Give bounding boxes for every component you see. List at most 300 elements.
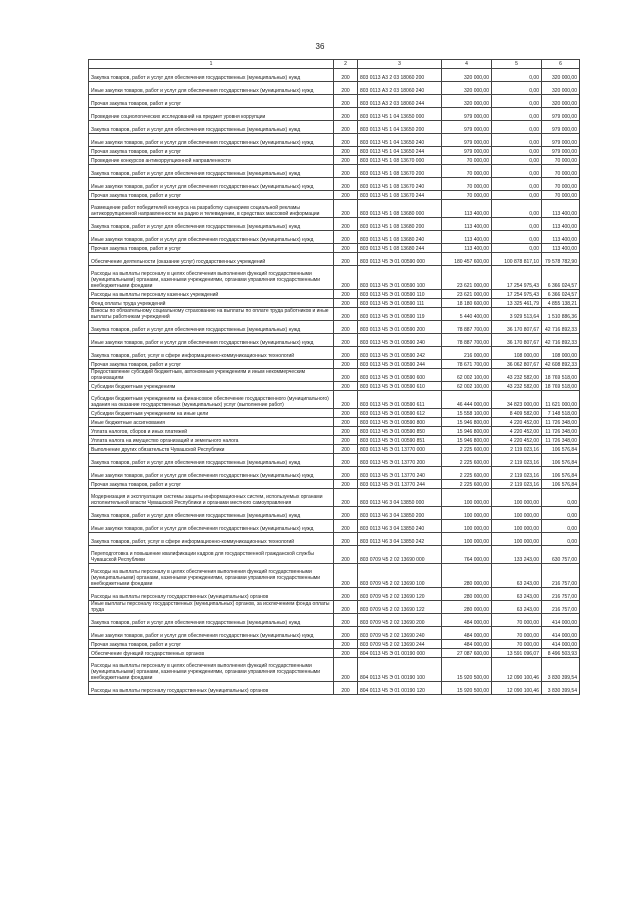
row-name-cell: Расходы на выплаты персоналу казенных учреждений — [89, 290, 334, 299]
row-remaining-cell: 0,00 — [542, 520, 580, 533]
row-line-code-cell: 200 — [334, 409, 358, 418]
row-remaining-cell: 3 830 399,54 — [542, 682, 580, 695]
table-row — [89, 418, 580, 427]
row-approved-cell: 78 887 700,00 — [442, 334, 492, 347]
row-name-cell: Субсидии бюджетным учреждениям на иные цели — [89, 409, 334, 418]
row-executed-cell: 0,00 — [492, 134, 542, 147]
row-line-code-cell: 200 — [334, 134, 358, 147]
table-row — [89, 200, 580, 218]
table-row — [89, 467, 580, 480]
row-remaining-cell: 11 726 348,00 — [542, 436, 580, 445]
row-classification-code-cell: 803 0113 Ч5 Э 01 00590 800 — [358, 418, 442, 427]
row-line-code-cell: 200 — [334, 308, 358, 321]
table-row — [89, 299, 580, 308]
row-classification-code-cell: 803 0113 Ч6 3 04 13850 242 — [358, 533, 442, 546]
row-classification-code-cell: 803 0113 Ч5 1 08 13670 240 — [358, 178, 442, 191]
row-executed-cell: 0,00 — [492, 178, 542, 191]
row-remaining-cell: 106 576,84 — [542, 454, 580, 467]
page-number: 36 — [315, 42, 325, 51]
row-name-cell: Прочая закупка товаров, работ и услуг — [89, 95, 334, 108]
row-line-code-cell: 200 — [334, 69, 358, 82]
table-row — [89, 147, 580, 156]
row-executed-cell: 13 325 461,79 — [492, 299, 542, 308]
row-classification-code-cell: 803 0113 А3 2 03 18060 244 — [358, 95, 442, 108]
row-approved-cell: 70 000,00 — [442, 178, 492, 191]
row-name-cell: Закупка товаров, работ и услуг для обеспечения государственных (муниципальных) нужд — [89, 69, 334, 82]
row-remaining-cell: 7 148 518,00 — [542, 409, 580, 418]
row-remaining-cell: 0,00 — [542, 533, 580, 546]
row-line-code-cell: 200 — [334, 299, 358, 308]
row-line-code-cell: 200 — [334, 454, 358, 467]
row-executed-cell: 70 000,00 — [492, 640, 542, 649]
row-approved-cell: 5 440 400,00 — [442, 308, 492, 321]
row-classification-code-cell: 803 0113 Ч5 Э 01 00590 242 — [358, 347, 442, 360]
row-classification-code-cell: 803 0113 Ч5 1 08 13680 200 — [358, 218, 442, 231]
table-row — [89, 121, 580, 134]
table-row — [89, 627, 580, 640]
row-remaining-cell: 216 757,00 — [542, 588, 580, 601]
table-row — [89, 165, 580, 178]
row-line-code-cell: 200 — [334, 682, 358, 695]
row-line-code-cell: 200 — [334, 165, 358, 178]
row-name-cell: Расходы на выплаты персоналу в целях обеспечения выполнения функций государственными (муниципальными) органами, казенными учреждениями, органами управления государственными внебюджетными фондами — [89, 564, 334, 588]
row-classification-code-cell: 803 0113 Ч5 Э 01 00590 111 — [358, 299, 442, 308]
row-executed-cell: 36 062 807,67 — [492, 360, 542, 369]
row-executed-cell: 2 119 023,16 — [492, 480, 542, 489]
row-line-code-cell: 200 — [334, 290, 358, 299]
table-row — [89, 445, 580, 454]
row-line-code-cell: 200 — [334, 266, 358, 290]
row-name-cell: Закупка товаров, работ и услуг для обеспечения государственных (муниципальных) нужд — [89, 454, 334, 467]
row-name-cell: Расходы на выплаты персоналу государственных (муниципальных) органов — [89, 588, 334, 601]
row-line-code-cell: 200 — [334, 382, 358, 391]
row-line-code-cell: 200 — [334, 627, 358, 640]
row-classification-code-cell: 804 0113 Ч5 Э 01 00190 120 — [358, 682, 442, 695]
row-approved-cell: 113 400,00 — [442, 218, 492, 231]
table-row — [89, 454, 580, 467]
row-executed-cell: 100 000,00 — [492, 489, 542, 507]
column-header: 5 — [492, 60, 542, 69]
row-line-code-cell: 200 — [334, 156, 358, 165]
row-line-code-cell: 200 — [334, 178, 358, 191]
row-classification-code-cell: 803 0113 Ч6 3 04 13850 000 — [358, 489, 442, 507]
table-row — [89, 614, 580, 627]
row-approved-cell: 100 000,00 — [442, 533, 492, 546]
row-classification-code-cell: 803 0113 Ч5 1 08 13670 000 — [358, 156, 442, 165]
row-remaining-cell: 320 000,00 — [542, 82, 580, 95]
row-remaining-cell: 70 000,00 — [542, 178, 580, 191]
table-row — [89, 507, 580, 520]
row-approved-cell: 2 225 600,00 — [442, 467, 492, 480]
row-remaining-cell: 414 000,00 — [542, 640, 580, 649]
row-approved-cell: 484 000,00 — [442, 640, 492, 649]
row-name-cell: Закупка товаров, работ и услуг для обеспечения государственных (муниципальных) нужд — [89, 121, 334, 134]
row-classification-code-cell: 803 0113 Ч5 Э 01 00590 200 — [358, 321, 442, 334]
table-row — [89, 409, 580, 418]
row-approved-cell: 62 002 100,00 — [442, 369, 492, 382]
table-row — [89, 82, 580, 95]
row-remaining-cell: 216 757,00 — [542, 601, 580, 614]
row-executed-cell: 0,00 — [492, 95, 542, 108]
row-name-cell: Иные бюджетные ассигнования — [89, 418, 334, 427]
row-executed-cell: 2 119 023,16 — [492, 445, 542, 454]
row-remaining-cell: 11 726 348,00 — [542, 427, 580, 436]
budget-table — [88, 59, 580, 695]
row-remaining-cell: 6 366 024,57 — [542, 290, 580, 299]
table-row — [89, 489, 580, 507]
table-row — [89, 382, 580, 391]
row-executed-cell: 36 170 807,67 — [492, 321, 542, 334]
row-classification-code-cell: 803 0709 Ч5 2 02 13690 244 — [358, 640, 442, 649]
row-approved-cell: 100 000,00 — [442, 489, 492, 507]
row-line-code-cell: 200 — [334, 533, 358, 546]
row-line-code-cell: 200 — [334, 640, 358, 649]
row-line-code-cell: 200 — [334, 95, 358, 108]
row-approved-cell: 15 920 500,00 — [442, 658, 492, 682]
row-approved-cell: 100 000,00 — [442, 507, 492, 520]
row-executed-cell: 133 243,00 — [492, 546, 542, 564]
row-line-code-cell: 200 — [334, 614, 358, 627]
row-executed-cell: 17 254 975,43 — [492, 290, 542, 299]
row-classification-code-cell: 803 0113 Ч5 Э 01 00590 610 — [358, 382, 442, 391]
row-classification-code-cell: 803 0113 Ч5 Э 01 13770 240 — [358, 467, 442, 480]
row-approved-cell: 979 000,00 — [442, 134, 492, 147]
row-line-code-cell: 200 — [334, 564, 358, 588]
table-row — [89, 533, 580, 546]
row-remaining-cell: 70 000,00 — [542, 191, 580, 200]
row-approved-cell: 113 400,00 — [442, 231, 492, 244]
row-approved-cell: 70 000,00 — [442, 156, 492, 165]
row-line-code-cell: 200 — [334, 244, 358, 253]
row-name-cell: Прочая закупка товаров, работ и услуг — [89, 480, 334, 489]
row-remaining-cell: 320 000,00 — [542, 69, 580, 82]
row-remaining-cell: 11 621 000,00 — [542, 391, 580, 409]
row-remaining-cell: 6 366 024,57 — [542, 266, 580, 290]
row-name-cell: Уплата налога на имущество организаций и земельного налога — [89, 436, 334, 445]
row-executed-cell: 12 090 100,46 — [492, 658, 542, 682]
row-executed-cell: 43 232 582,00 — [492, 369, 542, 382]
table-row — [89, 95, 580, 108]
row-classification-code-cell: 803 0113 Ч5 1 08 13680 240 — [358, 231, 442, 244]
row-remaining-cell: 979 000,00 — [542, 134, 580, 147]
row-classification-code-cell: 803 0113 Ч5 Э 01 13770 244 — [358, 480, 442, 489]
row-executed-cell: 100 000,00 — [492, 533, 542, 546]
table-row — [89, 290, 580, 299]
row-line-code-cell: 200 — [334, 253, 358, 266]
row-remaining-cell: 216 757,00 — [542, 564, 580, 588]
row-name-cell: Субсидии бюджетным учреждениям — [89, 382, 334, 391]
row-executed-cell: 2 119 023,16 — [492, 454, 542, 467]
row-executed-cell: 36 170 807,67 — [492, 334, 542, 347]
row-name-cell: Проведение конкурсов антикоррупционной направленности — [89, 156, 334, 165]
row-name-cell: Закупка товаров, работ и услуг для обеспечения государственных (муниципальных) нужд — [89, 614, 334, 627]
row-executed-cell: 0,00 — [492, 231, 542, 244]
row-executed-cell: 0,00 — [492, 244, 542, 253]
row-classification-code-cell: 803 0113 Ч5 Э 01 00590 611 — [358, 391, 442, 409]
row-executed-cell: 0,00 — [492, 218, 542, 231]
row-name-cell: Модернизация и эксплуатация системы защиты информационных систем, используемых органами исполнительной власти Чувашской Республики и органами местного самоуправления — [89, 489, 334, 507]
row-remaining-cell: 18 769 518,00 — [542, 382, 580, 391]
row-approved-cell: 484 000,00 — [442, 627, 492, 640]
row-remaining-cell: 0,00 — [542, 507, 580, 520]
table-row — [89, 108, 580, 121]
row-classification-code-cell: 804 0113 Ч5 Э 01 00190 000 — [358, 649, 442, 658]
row-classification-code-cell: 803 0113 Ч5 1 08 13680 244 — [358, 244, 442, 253]
row-line-code-cell: 200 — [334, 121, 358, 134]
row-line-code-cell: 200 — [334, 334, 358, 347]
row-executed-cell: 4 220 452,00 — [492, 418, 542, 427]
row-remaining-cell: 0,00 — [542, 489, 580, 507]
row-name-cell: Расходы на выплаты персоналу в целях обеспечения выполнения функций государственными (муниципальными) органами, казенными учреждениями, органами управления государственными внебюджетными фондами — [89, 266, 334, 290]
table-row — [89, 191, 580, 200]
row-classification-code-cell: 803 0113 Ч5 1 04 13650 200 — [358, 121, 442, 134]
row-classification-code-cell: 803 0113 Ч5 1 08 13670 244 — [358, 191, 442, 200]
row-classification-code-cell: 803 0113 Ч5 Э 01 00590 240 — [358, 334, 442, 347]
row-line-code-cell: 200 — [334, 427, 358, 436]
row-classification-code-cell: 804 0113 Ч5 Э 01 00190 100 — [358, 658, 442, 682]
row-classification-code-cell: 803 0113 Ч5 Э 01 00590 600 — [358, 369, 442, 382]
row-approved-cell: 2 225 600,00 — [442, 480, 492, 489]
row-line-code-cell: 200 — [334, 418, 358, 427]
row-remaining-cell: 11 726 348,00 — [542, 418, 580, 427]
row-classification-code-cell: 803 0113 А3 2 03 18060 200 — [358, 69, 442, 82]
row-name-cell: Фонд оплаты труда учреждений — [89, 299, 334, 308]
row-remaining-cell: 79 578 782,90 — [542, 253, 580, 266]
row-classification-code-cell: 803 0113 Ч5 Э 01 00590 851 — [358, 436, 442, 445]
row-approved-cell: 62 002 100,00 — [442, 382, 492, 391]
row-executed-cell: 17 254 975,43 — [492, 266, 542, 290]
row-name-cell: Закупка товаров, работ и услуг для обеспечения государственных (муниципальных) нужд — [89, 321, 334, 334]
row-name-cell: Закупка товаров, работ и услуг для обеспечения государственных (муниципальных) нужд — [89, 218, 334, 231]
row-name-cell: Обеспечение функций государственных органов — [89, 649, 334, 658]
row-line-code-cell: 200 — [334, 601, 358, 614]
row-remaining-cell: 113 400,00 — [542, 244, 580, 253]
row-executed-cell: 2 119 023,16 — [492, 467, 542, 480]
row-executed-cell: 0,00 — [492, 69, 542, 82]
row-name-cell: Субсидии бюджетным учреждениям на финансовое обеспечение государственного (муниципального) задания на оказание государственных (муниципальных) услуг (выполнение работ) — [89, 391, 334, 409]
row-remaining-cell: 70 000,00 — [542, 156, 580, 165]
table-row — [89, 69, 580, 82]
row-line-code-cell: 200 — [334, 218, 358, 231]
row-approved-cell: 15 946 800,00 — [442, 427, 492, 436]
row-approved-cell: 280 000,00 — [442, 564, 492, 588]
row-remaining-cell: 108 000,00 — [542, 347, 580, 360]
row-approved-cell: 2 225 600,00 — [442, 445, 492, 454]
row-classification-code-cell: 803 0113 Ч5 Э 01 00590 850 — [358, 427, 442, 436]
table-row — [89, 649, 580, 658]
row-classification-code-cell: 803 0113 Ч5 Э 01 13770 200 — [358, 454, 442, 467]
row-line-code-cell: 200 — [334, 391, 358, 409]
row-line-code-cell: 200 — [334, 507, 358, 520]
row-remaining-cell: 8 496 503,93 — [542, 649, 580, 658]
row-approved-cell: 27 087 600,00 — [442, 649, 492, 658]
row-name-cell: Иные закупки товаров, работ и услуг для обеспечения государственных (муниципальных) нужд — [89, 231, 334, 244]
table-row — [89, 601, 580, 614]
row-approved-cell: 979 000,00 — [442, 147, 492, 156]
row-remaining-cell: 414 000,00 — [542, 627, 580, 640]
row-executed-cell: 63 243,00 — [492, 564, 542, 588]
row-approved-cell: 15 946 800,00 — [442, 418, 492, 427]
row-executed-cell: 4 220 452,00 — [492, 427, 542, 436]
table-row — [89, 564, 580, 588]
table-row — [89, 427, 580, 436]
row-executed-cell: 4 220 452,00 — [492, 436, 542, 445]
row-approved-cell: 15 946 800,00 — [442, 436, 492, 445]
row-approved-cell: 15 920 500,00 — [442, 682, 492, 695]
row-approved-cell: 216 000,00 — [442, 347, 492, 360]
row-name-cell: Прочая закупка товаров, работ и услуг — [89, 147, 334, 156]
row-name-cell: Расходы на выплаты персоналу в целях обеспечения выполнения функций государственными (муниципальными) органами, казенными учреждениями, органами управления государственными внебюджетными фондами — [89, 658, 334, 682]
row-name-cell: Иные закупки товаров, работ и услуг для обеспечения государственных (муниципальных) нужд — [89, 467, 334, 480]
row-approved-cell: 280 000,00 — [442, 588, 492, 601]
row-executed-cell: 100 000,00 — [492, 507, 542, 520]
row-executed-cell: 3 929 513,64 — [492, 308, 542, 321]
table-row — [89, 253, 580, 266]
row-approved-cell: 979 000,00 — [442, 121, 492, 134]
row-executed-cell: 13 591 096,07 — [492, 649, 542, 658]
row-approved-cell: 15 558 100,00 — [442, 409, 492, 418]
row-name-cell: Прочая закупка товаров, работ и услуг — [89, 244, 334, 253]
row-remaining-cell: 42 608 892,33 — [542, 360, 580, 369]
row-line-code-cell: 200 — [334, 200, 358, 218]
row-name-cell: Закупка товаров, работ, услуг в сфере информационно-коммуникационных технологий — [89, 533, 334, 546]
row-remaining-cell: 106 576,84 — [542, 480, 580, 489]
row-executed-cell: 0,00 — [492, 108, 542, 121]
row-line-code-cell: 200 — [334, 489, 358, 507]
row-name-cell: Иные выплаты персоналу государственных (муниципальных) органов, за исключением фонда оплаты труда — [89, 601, 334, 614]
row-classification-code-cell: 803 0709 Ч5 2 02 13690 240 — [358, 627, 442, 640]
row-name-cell: Прочая закупка товаров, работ и услуг — [89, 640, 334, 649]
row-remaining-cell: 106 576,84 — [542, 467, 580, 480]
table-row — [89, 369, 580, 382]
row-executed-cell: 100 878 817,10 — [492, 253, 542, 266]
row-remaining-cell: 979 000,00 — [542, 121, 580, 134]
row-executed-cell: 63 243,00 — [492, 601, 542, 614]
row-remaining-cell: 320 000,00 — [542, 95, 580, 108]
row-name-cell: Иные закупки товаров, работ и услуг для обеспечения государственных (муниципальных) нужд — [89, 334, 334, 347]
table-row — [89, 321, 580, 334]
row-line-code-cell: 200 — [334, 445, 358, 454]
row-classification-code-cell: 803 0709 Ч5 2 02 13690 122 — [358, 601, 442, 614]
row-approved-cell: 70 000,00 — [442, 191, 492, 200]
row-line-code-cell: 200 — [334, 347, 358, 360]
row-classification-code-cell: 803 0113 Ч5 Э 01 00590 000 — [358, 253, 442, 266]
row-name-cell: Прочая закупка товаров, работ и услуг — [89, 360, 334, 369]
row-name-cell: Иные закупки товаров, работ и услуг для обеспечения государственных (муниципальных) нужд — [89, 134, 334, 147]
row-remaining-cell: 18 769 518,00 — [542, 369, 580, 382]
row-classification-code-cell: 803 0709 Ч5 2 02 13690 100 — [358, 564, 442, 588]
column-header: 3 — [358, 60, 442, 69]
row-line-code-cell: 200 — [334, 321, 358, 334]
row-line-code-cell: 200 — [334, 231, 358, 244]
table-row — [89, 436, 580, 445]
row-remaining-cell: 42 716 892,33 — [542, 334, 580, 347]
table-row — [89, 640, 580, 649]
row-line-code-cell: 200 — [334, 658, 358, 682]
row-classification-code-cell: 803 0113 Ч5 Э 01 13770 000 — [358, 445, 442, 454]
row-line-code-cell: 200 — [334, 546, 358, 564]
column-header: 6 — [542, 60, 580, 69]
row-classification-code-cell: 803 0113 Ч6 3 04 13850 200 — [358, 507, 442, 520]
row-remaining-cell: 979 000,00 — [542, 147, 580, 156]
row-name-cell: Проведение социологических исследований на предмет уровня коррупции — [89, 108, 334, 121]
table-row — [89, 360, 580, 369]
row-name-cell: Прочая закупка товаров, работ и услуг — [89, 191, 334, 200]
table-row — [89, 520, 580, 533]
row-executed-cell: 108 000,00 — [492, 347, 542, 360]
row-approved-cell: 320 000,00 — [442, 82, 492, 95]
row-remaining-cell: 4 855 138,21 — [542, 299, 580, 308]
row-line-code-cell: 200 — [334, 436, 358, 445]
row-classification-code-cell: 803 0113 Ч5 1 04 13650 244 — [358, 147, 442, 156]
row-line-code-cell: 200 — [334, 108, 358, 121]
row-classification-code-cell: 803 0113 А3 2 03 18060 240 — [358, 82, 442, 95]
row-line-code-cell: 200 — [334, 82, 358, 95]
row-approved-cell: 23 621 000,00 — [442, 290, 492, 299]
row-remaining-cell: 42 716 892,33 — [542, 321, 580, 334]
row-classification-code-cell: 803 0113 Ч5 Э 01 00590 100 — [358, 266, 442, 290]
column-header: 1 — [89, 60, 334, 69]
row-remaining-cell: 1 510 886,36 — [542, 308, 580, 321]
row-executed-cell: 0,00 — [492, 121, 542, 134]
table-row — [89, 391, 580, 409]
row-line-code-cell: 200 — [334, 467, 358, 480]
row-approved-cell: 18 180 600,00 — [442, 299, 492, 308]
table-row — [89, 334, 580, 347]
row-approved-cell: 280 000,00 — [442, 601, 492, 614]
row-remaining-cell: 414 000,00 — [542, 614, 580, 627]
row-remaining-cell: 113 400,00 — [542, 218, 580, 231]
row-classification-code-cell: 803 0113 Ч5 Э 01 00590 244 — [358, 360, 442, 369]
row-classification-code-cell: 803 0709 Ч5 2 02 13690 200 — [358, 614, 442, 627]
row-executed-cell: 34 823 000,00 — [492, 391, 542, 409]
table-row — [89, 347, 580, 360]
row-executed-cell: 0,00 — [492, 165, 542, 178]
row-executed-cell: 70 000,00 — [492, 614, 542, 627]
row-classification-code-cell: 803 0113 Ч5 Э 01 00590 110 — [358, 290, 442, 299]
row-name-cell: Иные закупки товаров, работ и услуг для обеспечения государственных (муниципальных) нужд — [89, 178, 334, 191]
row-name-cell: Переподготовка и повышение квалификации кадров для государственной гражданской службы Чувашской Республики — [89, 546, 334, 564]
row-line-code-cell: 200 — [334, 649, 358, 658]
row-name-cell: Размещение работ победителей конкурса на разработку сценариев социальной рекламы антикоррупционной направленности на радио и телевидении, в средствах массовой информации — [89, 200, 334, 218]
row-executed-cell: 0,00 — [492, 200, 542, 218]
column-header: 4 — [442, 60, 492, 69]
row-line-code-cell: 200 — [334, 191, 358, 200]
table-row — [89, 588, 580, 601]
table-row — [89, 546, 580, 564]
row-name-cell: Закупка товаров, работ и услуг для обеспечения государственных (муниципальных) нужд — [89, 165, 334, 178]
row-classification-code-cell: 803 0113 Ч5 1 04 13650 240 — [358, 134, 442, 147]
table-row — [89, 266, 580, 290]
row-remaining-cell: 70 000,00 — [542, 165, 580, 178]
row-classification-code-cell: 803 0113 Ч6 3 04 13850 240 — [358, 520, 442, 533]
row-approved-cell: 764 000,00 — [442, 546, 492, 564]
table-row — [89, 178, 580, 191]
row-line-code-cell: 200 — [334, 147, 358, 156]
table-header-row — [89, 60, 580, 69]
row-executed-cell: 0,00 — [492, 82, 542, 95]
row-approved-cell: 113 400,00 — [442, 244, 492, 253]
row-executed-cell: 0,00 — [492, 147, 542, 156]
row-executed-cell: 63 243,00 — [492, 588, 542, 601]
row-line-code-cell: 200 — [334, 360, 358, 369]
row-executed-cell: 43 232 582,00 — [492, 382, 542, 391]
table-row — [89, 231, 580, 244]
row-executed-cell: 0,00 — [492, 191, 542, 200]
row-name-cell: Уплата налогов, сборов и иных платежей — [89, 427, 334, 436]
row-approved-cell: 46 444 000,00 — [442, 391, 492, 409]
row-classification-code-cell: 803 0113 Ч5 1 08 13680 000 — [358, 200, 442, 218]
